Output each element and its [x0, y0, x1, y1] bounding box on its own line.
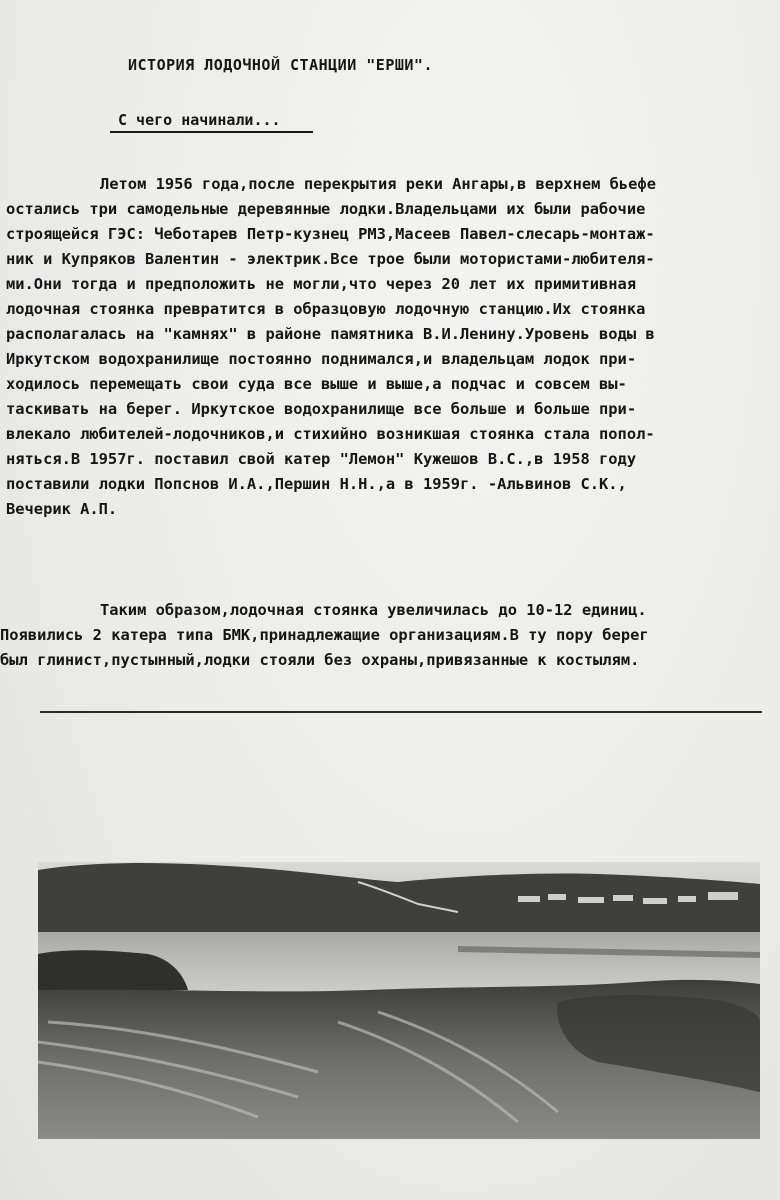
text-line: был глинист,пустынный,лодки стояли без охраны,привязанные к костылям. — [0, 651, 640, 669]
document-title: ИСТОРИЯ ЛОДОЧНОЙ СТАНЦИИ "ЕРШИ". — [128, 56, 433, 74]
text-line: Таким образом,лодочная стоянка увеличилась до 10-12 единиц. — [100, 601, 647, 619]
section-heading: С чего начинали... — [110, 111, 313, 133]
reservoir-shore-photo — [38, 862, 760, 1139]
paragraph-1 — [0, 172, 780, 522]
text-line: Появились 2 катера типа БМК,принадлежащие организациям.В ту пору берег — [0, 626, 649, 644]
text-line: ник и Купряков Валентин - электрик.Все трое были мотористами-любителя- — [6, 250, 655, 268]
text-line: влекало любителей-лодочников,и стихийно возникшая стоянка стала попол- — [6, 425, 655, 443]
page-divider — [40, 711, 762, 713]
text-line: ми.Они тогда и предположить не могли,что через 20 лет их примитивная — [6, 275, 637, 293]
text-line: Летом 1956 года,после перекрытия реки Ангары,в верхнем бьефе — [100, 175, 656, 193]
text-line: Иркутском водохранилище постоянно поднимался,и владельцам лодок при- — [6, 350, 637, 368]
text-line: ходилось перемещать свои суда все выше и выше,а подчас и совсем вы- — [6, 375, 627, 393]
text-line: таскивать на берег. Иркутское водохранилище все больше и больше при- — [6, 400, 637, 418]
text-line: лодочная стоянка превратится в образцовую лодочную станцию.Их стоянка — [6, 300, 646, 318]
text-line: поставили лодки Попснов И.А.,Першин Н.Н.,а в 1959г. -Альвинов С.К., — [6, 475, 627, 493]
text-line: няться.В 1957г. поставил свой катер "Лемон" Кужешов В.С.,в 1958 году — [6, 450, 637, 468]
text-line: располагалась на "камнях" в районе памятника В.И.Ленину.Уровень воды в — [6, 325, 655, 343]
photo-illustration — [38, 862, 760, 1139]
text-line: остались три самодельные деревянные лодки.Владельцами их были рабочие — [6, 200, 646, 218]
text-line: Вечерик А.П. — [6, 500, 118, 518]
text-line: строящейся ГЭС: Чеботарев Петр-кузнец РМЗ,Масеев Павел-слесарь-монтаж- — [6, 225, 655, 243]
paragraph-2 — [0, 598, 780, 673]
